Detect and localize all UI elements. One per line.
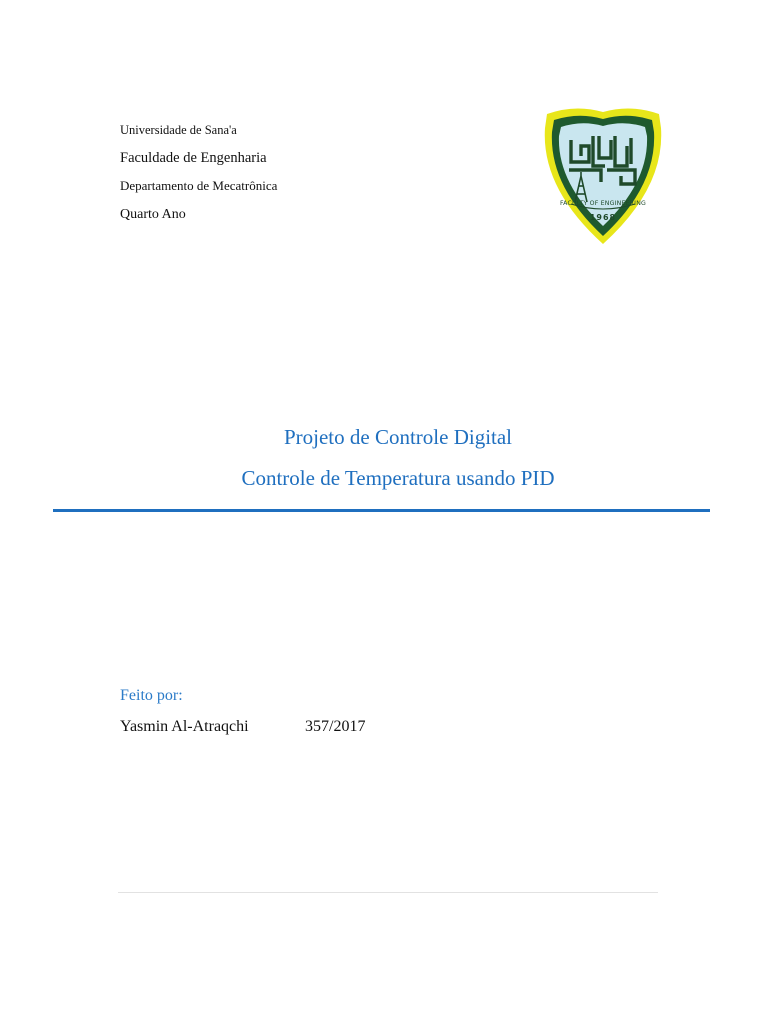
crest-ring-text: FACULTY OF ENGINEERING	[559, 200, 647, 207]
title-divider	[53, 509, 710, 512]
project-title: Projeto de Controle Digital	[283, 425, 513, 449]
author-id: 357/2017	[305, 718, 366, 735]
faculty-crest-icon	[541, 104, 665, 246]
author-name: Yasmin Al-Atraqchi	[120, 718, 249, 735]
footer-divider	[118, 892, 658, 893]
university-name: Universidade de Sana'a	[120, 123, 237, 137]
made-by-label: Feito por:	[120, 687, 183, 704]
crest-year: 1968	[589, 213, 617, 222]
project-subtitle: Controle de Temperatura usando PID	[241, 466, 555, 490]
faculty-name: Faculdade de Engenharia	[120, 150, 267, 166]
department-name: Departamento de Mecatrônica	[120, 178, 278, 193]
academic-year: Quarto Ano	[120, 207, 186, 222]
